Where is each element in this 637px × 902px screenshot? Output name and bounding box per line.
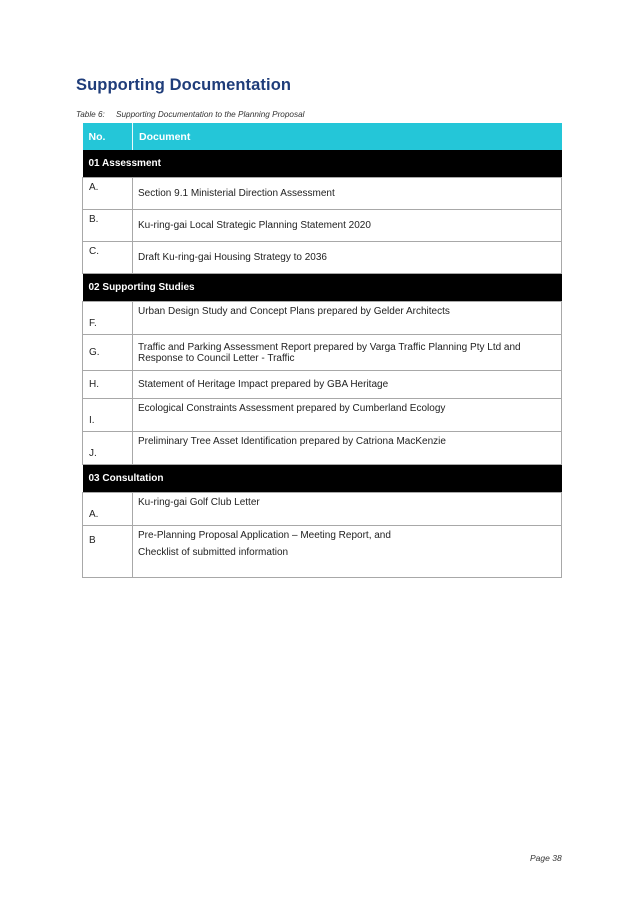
- table-row: [83, 302, 562, 335]
- section-title: 02 Supporting Studies: [83, 274, 562, 302]
- row-document-line1: Pre-Planning Proposal Application – Meeting Report, and: [138, 530, 391, 541]
- table-row: [83, 493, 562, 526]
- table-row: [83, 178, 562, 210]
- section-heading: Supporting Documentation: [76, 76, 292, 94]
- row-document: [133, 526, 562, 578]
- section-row-assessment: [83, 150, 562, 178]
- header-no: No.: [83, 123, 133, 150]
- row-document: Urban Design Study and Concept Plans prepared by Gelder Architects: [133, 302, 562, 335]
- row-number: H.: [83, 371, 133, 399]
- section-title: 03 Consultation: [83, 465, 562, 493]
- row-document-line2: Checklist of submitted information: [138, 547, 289, 558]
- row-document: Statement of Heritage Impact prepared by GBA Heritage: [133, 371, 562, 399]
- table-row: [83, 242, 562, 274]
- row-document: Traffic and Parking Assessment Report prepared by Varga Traffic Planning Pty Ltd and Response to Council Letter - Traffic: [133, 335, 562, 371]
- table-row: [83, 399, 562, 432]
- row-number: A.: [83, 493, 133, 526]
- section-row-consultation: [83, 465, 562, 493]
- row-number: F.: [83, 302, 133, 335]
- table-row: [83, 371, 562, 399]
- row-document: Section 9.1 Ministerial Direction Assessment: [133, 178, 562, 210]
- row-number: I.: [83, 399, 133, 432]
- table-header-row: [83, 123, 562, 150]
- header-document: Document: [133, 123, 562, 150]
- row-number: J.: [83, 432, 133, 465]
- supporting-documentation-table: [82, 123, 562, 578]
- row-document: Draft Ku-ring-gai Housing Strategy to 2036: [133, 242, 562, 274]
- table-caption: [76, 110, 304, 119]
- row-number: B.: [83, 210, 133, 242]
- row-number: G.: [83, 335, 133, 371]
- row-document: Ku-ring-gai Golf Club Letter: [133, 493, 562, 526]
- row-number: A.: [83, 178, 133, 210]
- row-document: Ku-ring-gai Local Strategic Planning Statement 2020: [133, 210, 562, 242]
- table-caption-number: Table 6:: [76, 110, 105, 119]
- row-number: C.: [83, 242, 133, 274]
- row-document: Ecological Constraints Assessment prepared by Cumberland Ecology: [133, 399, 562, 432]
- page-number: Page 38: [530, 853, 562, 863]
- table-caption-text: Supporting Documentation to the Planning Proposal: [116, 110, 305, 119]
- section-row-supporting-studies: [83, 274, 562, 302]
- section-title: 01 Assessment: [83, 150, 562, 178]
- row-number: B: [83, 526, 133, 578]
- table-row: [83, 432, 562, 465]
- table-row: [83, 210, 562, 242]
- row-document: Preliminary Tree Asset Identification prepared by Catriona MacKenzie: [133, 432, 562, 465]
- table-row: [83, 526, 562, 578]
- table-row: [83, 335, 562, 371]
